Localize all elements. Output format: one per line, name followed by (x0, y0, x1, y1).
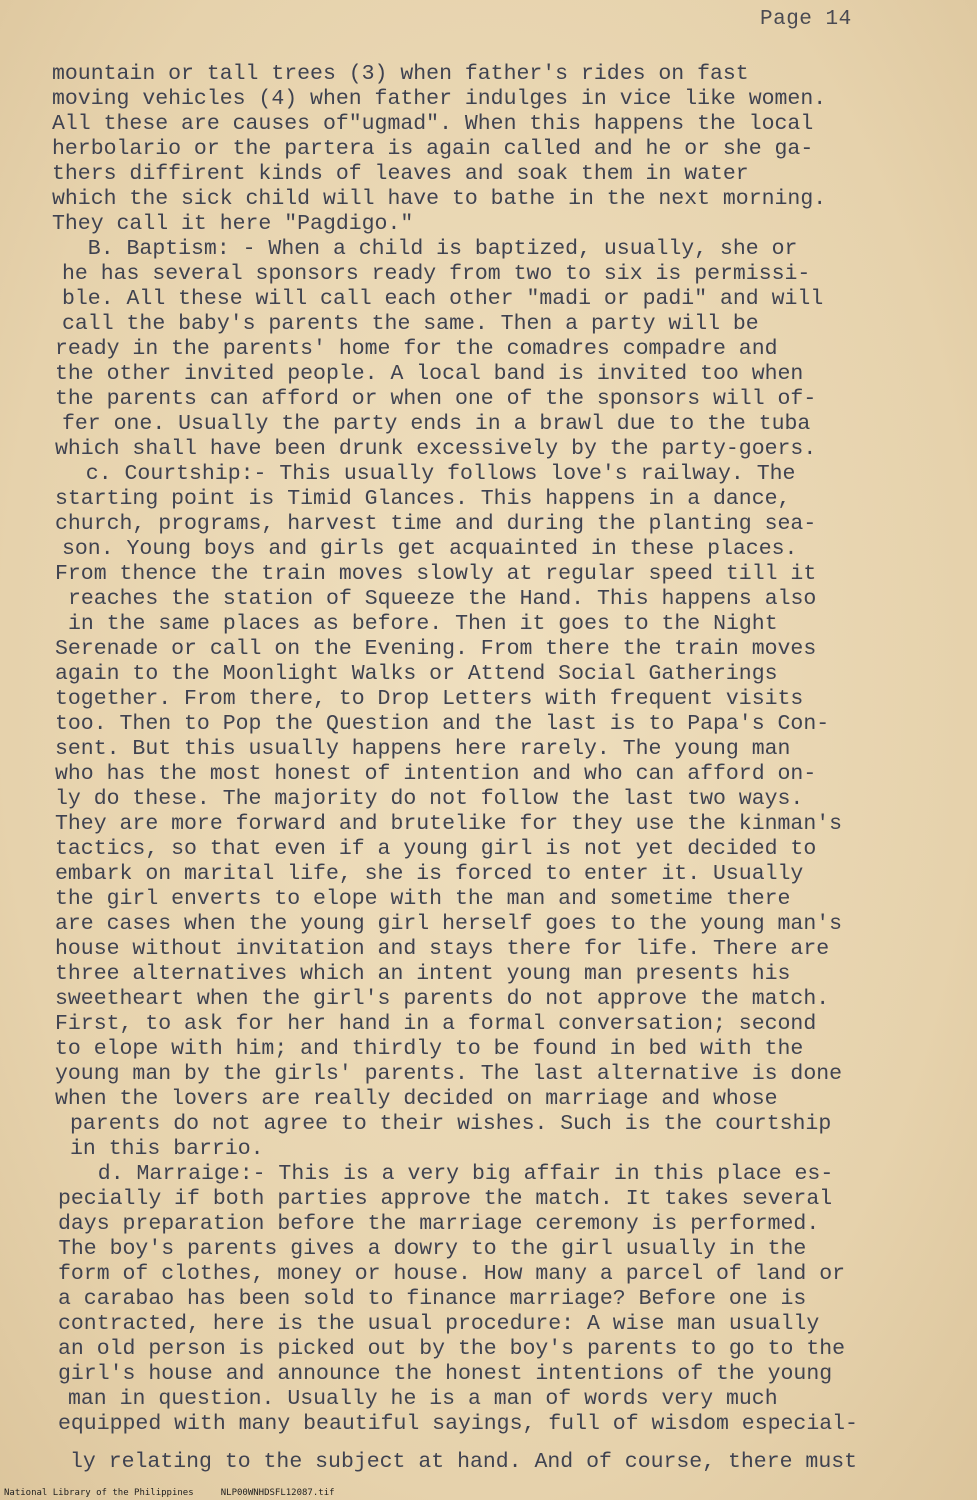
text-line: man in question. Usually he is a man of words very much (68, 1387, 778, 1411)
text-line: pecially if both parties approve the match. It takes several (58, 1187, 833, 1211)
text-line: again to the Moonlight Walks or Attend Social Gatherings (55, 662, 778, 686)
text-line: The boy's parents gives a dowry to the girl usually in the (58, 1237, 807, 1261)
text-line: call the baby's parents the same. Then a party will be (62, 312, 759, 336)
text-line: ly do these. The majority do not follow the last two ways. (55, 787, 804, 811)
text-line: thers diffirent kinds of leaves and soak them in water (52, 162, 749, 186)
text-line: he has several sponsors ready from two to six is permissi- (62, 262, 811, 286)
text-line: equipped with many beautiful sayings, full of wisdom especial- (58, 1412, 858, 1436)
text-line: son. Young boys and girls get acquainted in these places. (62, 537, 798, 561)
text-line: Serenade or call on the Evening. From there the train moves (55, 637, 817, 661)
text-line: days preparation before the marriage ceremony is performed. (58, 1212, 820, 1236)
text-line: three alternatives which an intent young man presents his (55, 962, 791, 986)
text-line: All these are causes of"ugmad". When this happens the local (52, 112, 814, 136)
text-line: together. From there, to Drop Letters with frequent visits (55, 687, 804, 711)
text-line: to elope with him; and thirdly to be found in bed with the (55, 1037, 804, 1061)
text-line: in the same places as before. Then it goes to the Night (68, 612, 778, 636)
text-line: too. Then to Pop the Question and the last is to Papa's Con- (55, 712, 830, 736)
text-line: a carabao has been sold to finance marriage? Before one is (58, 1287, 807, 1311)
text-line: ready in the parents' home for the comadres compadre and (55, 337, 778, 361)
text-line: girl's house and announce the honest intentions of the young (58, 1362, 833, 1386)
text-line: young man by the girls' parents. The last alternative is done (55, 1062, 843, 1086)
text-line: B. Baptism: - When a child is baptized, usually, she or (62, 237, 798, 261)
text-line: who has the most honest of intention and who can afford on- (55, 762, 817, 786)
text-line: From thence the train moves slowly at regular speed till it (55, 562, 817, 586)
text-line: house without invitation and stays there for life. There are (55, 937, 830, 961)
text-line: sent. But this usually happens here rarely. The young man (55, 737, 791, 761)
text-line: the girl enverts to elope with the man and sometime there (55, 887, 791, 911)
text-line: They are more forward and brutelike for they use the kinman's (55, 812, 843, 836)
page-number: Page 14 (760, 8, 852, 31)
text-line: mountain or tall trees (3) when father's rides on fast (52, 62, 749, 86)
text-line: They call it here "Pagdigo." (52, 212, 414, 236)
text-line: which the sick child will have to bathe in the next morning. (52, 187, 827, 211)
text-line: First, to ask for her hand in a formal conversation; second (55, 1012, 817, 1036)
text-line: which shall have been drunk excessively by the party-goers. (55, 437, 817, 461)
text-line: are cases when the young girl herself goes to the young man's (55, 912, 843, 936)
text-line: embark on marital life, she is forced to enter it. Usually (55, 862, 804, 886)
text-line: church, programs, harvest time and during the planting sea- (55, 512, 817, 536)
text-line: ble. All these will call each other "madi or padi" and will (62, 287, 824, 311)
text-line: an old person is picked out by the boy's parents to go to the (58, 1337, 846, 1361)
text-line: in this barrio. (70, 1137, 264, 1161)
text-line: c. Courtship:- This usually follows love's railway. The (60, 462, 796, 486)
text-line: moving vehicles (4) when father indulges in vice like women. (52, 87, 827, 111)
text-line: d. Marraige:- This is a very big affair in this place es- (72, 1162, 834, 1186)
text-line: reaches the station of Squeeze the Hand. This happens also (68, 587, 817, 611)
text-line: starting point is Timid Glances. This happens in a dance, (55, 487, 791, 511)
text-line: fer one. Usually the party ends in a brawl due to the tuba (62, 412, 811, 436)
text-line: form of clothes, money or house. How many a parcel of land or (58, 1262, 846, 1286)
text-line: ly relating to the subject at hand. And of course, there must (70, 1450, 858, 1474)
text-line: the parents can afford or when one of the sponsors will of- (55, 387, 817, 411)
text-line: herbolario or the partera is again called and he or she ga- (52, 137, 814, 161)
text-line: tactics, so that even if a young girl is not yet decided to (55, 837, 817, 861)
text-line: sweetheart when the girl's parents do not approve the match. (55, 987, 830, 1011)
archive-footer: National Library of the Philippines NLP00WNHDSFL12087.tif (4, 1488, 335, 1498)
text-line: contracted, here is the usual procedure: A wise man usually (58, 1312, 820, 1336)
text-line: the other invited people. A local band is invited too when (55, 362, 804, 386)
text-line: parents do not agree to their wishes. Such is the courtship (70, 1112, 832, 1136)
text-line: when the lovers are really decided on marriage and whose (55, 1087, 778, 1111)
